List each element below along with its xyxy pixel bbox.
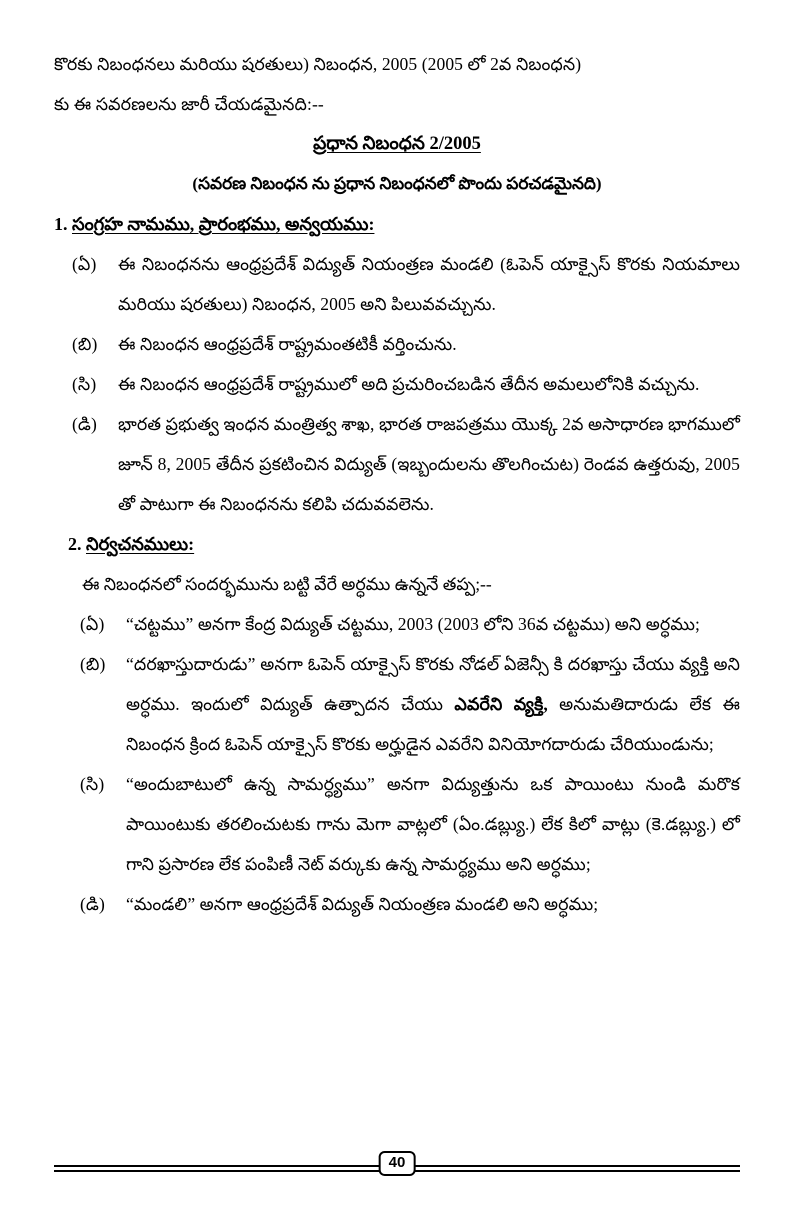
section-2-heading (68, 524, 740, 564)
list-item-text: “అందుబాటులో ఉన్న సామర్ధ్యము” అనగా విద్యుత్తును ఒక పాయింటు నుండి మరొక పాయింటుకు తరలించుటకు గాను మెగా వాట్లలో (ఏం.డబ్ల్యు.) లేక కిలో వాట్లు (కె.డబ్ల్యు.) లో గాని ప్రసారణ లేక పంపిణీ నెట్ వర్కుకు ఉన్న సామర్ధ్యము అని అర్ధము; (126, 774, 740, 874)
list-item-text: ఈ నిబంధన ఆంధ్రప్రదేశ్ రాష్ట్రమంతటికీ వర్తించును. (118, 334, 457, 354)
list-item-marker: (ఏ) (80, 614, 105, 634)
section-1-heading (54, 204, 740, 244)
list-item-marker: (ఏ) (72, 254, 97, 274)
list-item (72, 244, 740, 324)
section-2-title: నిర్వచనములు: (86, 534, 195, 554)
subtitle: (సవరణ నిబంధన ను ప్రధాన నిబంధనలో పొందు పరచడమైనది) (192, 174, 602, 193)
list-item (72, 404, 740, 524)
list-item-text: ఈ నిబంధన ఆంధ్రప్రదేశ్ రాష్ట్రములో అది ప్రచురించబడిన తేదీన అమలులోనికి వచ్చును. (118, 374, 700, 394)
list-item-text-part-2: అనుమతిదారుడు లేక ఈ నిబంధన క్రింద ఓపెన్ యాక్సైస్ కొరకు అర్హుడైన ఎవరేని వినియోగదారుడు చేరియుండును; (126, 694, 741, 754)
section-1-title: సంగ్రహ నామము, ప్రారంభము, అన్వయము: (72, 214, 375, 234)
list-item-text-part-1: “దరఖాస్తుదారుడు” అనగా ఓపెన్ యాక్సైస్ కొరకు నోడల్ ఏజెన్సీ కి దరఖాస్తు చేయు వ్యక్తి అని అర్ధము. ఇందులో విద్యుత్ ఉత్పాదన చేయు (126, 654, 740, 714)
list-item-text: ఈ నిబంధనను ఆంధ్రప్రదేశ్ విద్యుత్ నియంత్రణ మండలి (ఓపెన్ యాక్సైస్ కొరకు నియమాలు మరియు షరతులు) నిబంధన, 2005 అని పిలువవచ్చును. (118, 254, 740, 314)
list-item (80, 884, 740, 924)
list-item-marker: (డి) (72, 414, 97, 434)
list-item-text-emphasis: ఎవరేని వ్యక్తి, (454, 694, 548, 714)
list-item-text: భారత ప్రభుత్వ ఇంధన మంత్రిత్వ శాఖ, భారత రాజపత్రము యొక్క 2వ అసాధారణ భాగములో జూన్ 8, 2005 తేదీన ప్రకటించిన విద్యుత్ (ఇబ్బందులను తొలగించుట) రెండవ ఉత్తరువు, 2005 తో పాటుగా ఈ నిబంధనను కలిపి చదువవలెను. (118, 414, 740, 514)
list-item-marker: (డి) (80, 894, 105, 914)
list-item-marker: (సి) (80, 774, 105, 794)
list-item-text: “మండలి” అనగా ఆంధ్రప్రదేశ్ విద్యుత్ నియంత్రణ మండలి అని అర్ధము; (126, 894, 599, 914)
page-footer (54, 1151, 740, 1185)
main-title: ప్రధాన నిబంధన 2/2005 (313, 134, 481, 154)
list-item (80, 644, 740, 764)
section-2-number: 2. (68, 534, 82, 554)
page-number-badge: 40 (379, 1151, 416, 1176)
list-item (80, 604, 740, 644)
section-1-number: 1. (54, 214, 68, 234)
list-item (80, 764, 740, 884)
list-item-marker: (సి) (72, 374, 97, 394)
list-item (72, 324, 740, 364)
continued-paragraph-line-1: కొరకు నిబంధనలు మరియు షరతులు) నిబంధన, 2005 (2005 లో 2వ నిబంధన) (54, 54, 582, 74)
section-2-lead-in: ఈ నిబంధనలో సందర్భమును బట్టి వేరే అర్ధము ఉన్ననే తప్ప;-- (82, 574, 492, 594)
list-item-marker: (బి) (80, 654, 106, 674)
continued-paragraph-line-2: కు ఈ సవరణలను జారీ చేయడమైనది:-- (54, 94, 324, 114)
list-item (72, 364, 740, 404)
list-item-text: “చట్టము” అనగా కేంద్ర విద్యుత్ చట్టము, 2003 (2003 లోని 36వ చట్టము) అని అర్ధము; (126, 614, 700, 634)
list-item-marker: (బి) (72, 334, 98, 354)
